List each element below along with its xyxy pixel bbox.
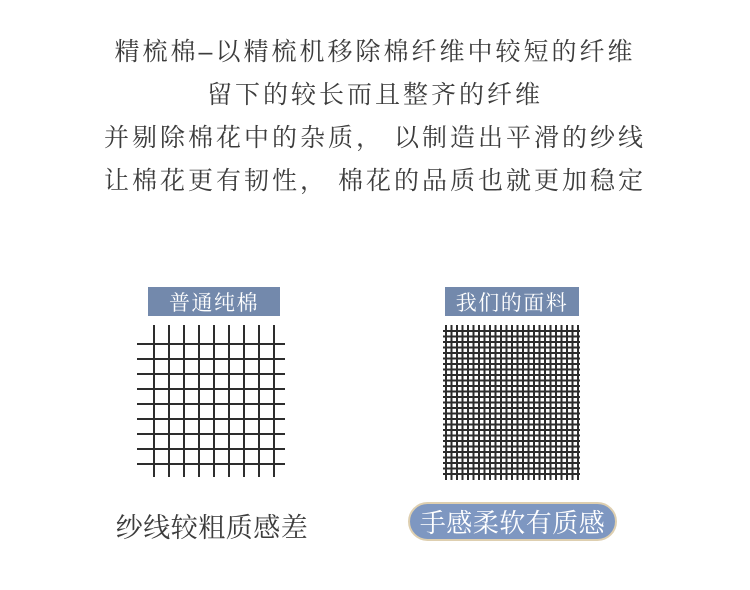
intro-paragraph xyxy=(0,31,750,203)
intro-line-3: 并剔除棉花中的杂质， 以制造出平滑的纱线 xyxy=(104,124,646,152)
coarse-weave-grid xyxy=(137,325,285,477)
ordinary-cotton-caption: 纱线较粗质感差 xyxy=(115,513,309,543)
our-fabric-badge: 我们的面料 xyxy=(445,287,579,316)
ordinary-cotton-badge: 普通纯棉 xyxy=(148,287,280,316)
intro-line-4: 让棉花更有韧性， 棉花的品质也就更加稳定 xyxy=(104,167,646,195)
fine-grid-horizontal-lines xyxy=(443,330,580,476)
intro-line-1: 精梳棉–以精梳机移除棉纤维中较短的纤维 xyxy=(114,38,636,66)
fine-weave-grid xyxy=(443,325,580,480)
coarse-grid-horizontal-lines xyxy=(137,343,285,465)
our-fabric-caption-pill: 手感柔软有质感 xyxy=(408,502,617,541)
intro-line-2: 留下的较长而且整齐的纤维 xyxy=(206,81,543,109)
